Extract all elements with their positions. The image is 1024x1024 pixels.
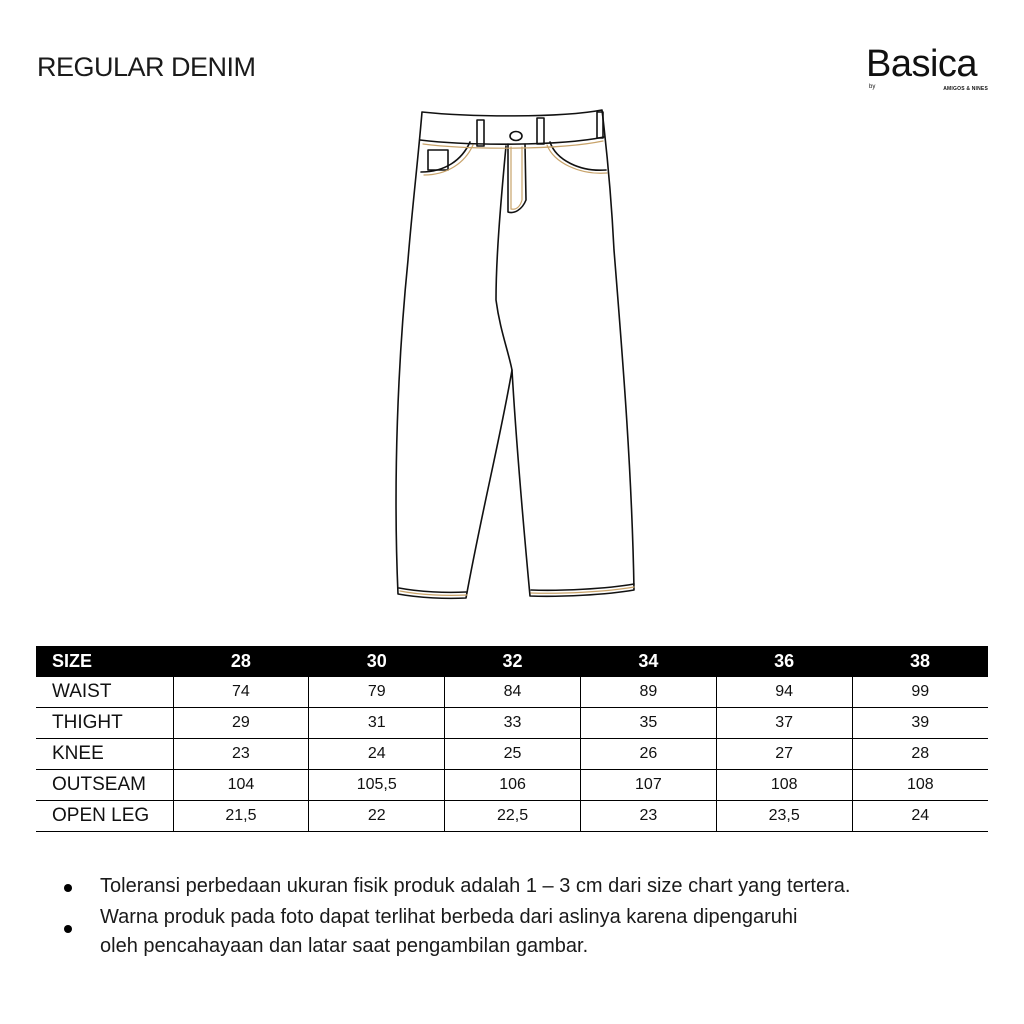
brand-by: by (869, 84, 876, 90)
table-cell: 108 (716, 770, 852, 801)
brand-maker: AMIGOS & NINES (943, 86, 988, 92)
table-cell: 84 (445, 677, 581, 708)
table-cell: 105,5 (309, 770, 445, 801)
table-cell: 108 (852, 770, 988, 801)
table-cell: 23 (580, 801, 716, 832)
table-cell: 35 (580, 708, 716, 739)
note-text: Toleransi perbedaan ukuran fisik produk adalah 1 – 3 cm dari size chart yang tertera. (100, 875, 851, 897)
waistband-line (420, 137, 604, 144)
hem-left (399, 588, 466, 592)
table-cell: 74 (173, 677, 309, 708)
fly-trim (511, 147, 522, 209)
table-cell: 99 (852, 677, 988, 708)
pocket-right-trim (547, 145, 607, 173)
table-cell: 21,5 (173, 801, 309, 832)
belt-loop-left (477, 120, 484, 146)
brand-subline (866, 84, 990, 94)
list-item (60, 872, 980, 901)
column-header: SIZE (36, 646, 173, 677)
brand-name: Basica (866, 43, 978, 85)
table-cell: 22,5 (445, 801, 581, 832)
table-header-row (36, 646, 988, 677)
list-item (60, 903, 980, 961)
page-title: REGULAR DENIM (37, 52, 256, 82)
center-seam (496, 146, 512, 370)
table-cell: 25 (445, 739, 581, 770)
row-label: WAIST (36, 677, 173, 708)
table-cell: 22 (309, 801, 445, 832)
table-cell: 39 (852, 708, 988, 739)
column-header: 30 (309, 646, 445, 677)
column-header: 36 (716, 646, 852, 677)
row-label: THIGHT (36, 708, 173, 739)
table-row (36, 708, 988, 739)
row-label: KNEE (36, 739, 173, 770)
size-chart-table (36, 646, 988, 832)
table-cell: 33 (445, 708, 581, 739)
bullet-icon (64, 925, 72, 933)
notes-list (60, 872, 980, 963)
jeans-line-drawing-icon (380, 100, 650, 605)
table-row (36, 739, 988, 770)
belt-loop-right (537, 118, 544, 144)
table-cell: 29 (173, 708, 309, 739)
table-cell: 31 (309, 708, 445, 739)
table-cell: 24 (309, 739, 445, 770)
note-text-line1: Warna produk pada foto dapat terlihat berbeda dari aslinya karena dipengaruhi (100, 906, 798, 928)
table-cell: 23,5 (716, 801, 852, 832)
row-label: OPEN LEG (36, 801, 173, 832)
table-cell: 37 (716, 708, 852, 739)
bullet-icon (64, 884, 72, 892)
column-header: 34 (580, 646, 716, 677)
note-text-line2: oleh pencahayaan dan latar saat pengambilan gambar. (100, 935, 589, 957)
row-label: OUTSEAM (36, 770, 173, 801)
column-header: 28 (173, 646, 309, 677)
table-cell: 79 (309, 677, 445, 708)
jeans-outline (396, 110, 634, 598)
table-cell: 23 (173, 739, 309, 770)
table-cell: 94 (716, 677, 852, 708)
table-cell: 28 (852, 739, 988, 770)
table-cell: 107 (580, 770, 716, 801)
column-header: 32 (445, 646, 581, 677)
brand-logo (866, 44, 990, 94)
table-cell: 24 (852, 801, 988, 832)
table-cell: 104 (173, 770, 309, 801)
table-cell: 106 (445, 770, 581, 801)
table-row (36, 801, 988, 832)
table-row (36, 677, 988, 708)
table-row (36, 770, 988, 801)
table-cell: 89 (580, 677, 716, 708)
table-cell: 26 (580, 739, 716, 770)
table-cell: 27 (716, 739, 852, 770)
button-icon (510, 132, 522, 141)
column-header: 38 (852, 646, 988, 677)
